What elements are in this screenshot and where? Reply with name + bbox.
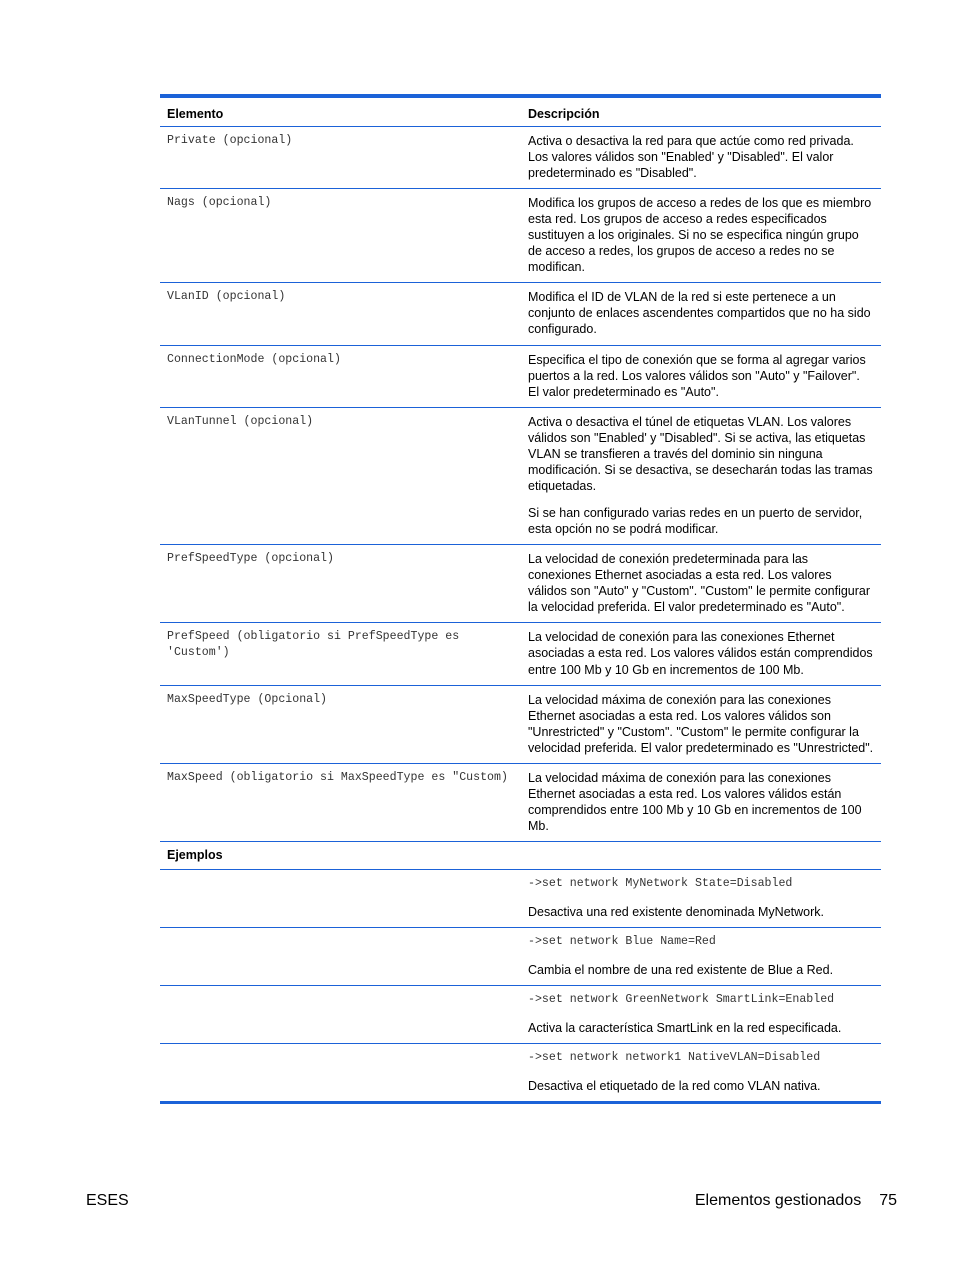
element-description bbox=[521, 283, 881, 345]
example-command: ->set network GreenNetwork SmartLink=Enabled bbox=[528, 993, 835, 1007]
example-command: ->set network network1 NativeVLAN=Disabled bbox=[528, 1051, 821, 1065]
examples-empty-cell bbox=[521, 842, 881, 870]
element-name: PrefSpeedType (opcional) bbox=[167, 551, 334, 565]
example-row bbox=[160, 870, 881, 928]
example-empty-cell bbox=[160, 986, 521, 1044]
element-name: VLanID (opcional) bbox=[167, 290, 286, 304]
description-paragraph: Activa o desactiva el túnel de etiquetas VLAN. Los valores válidos son "Enabled' y "Disabled". Si se activa, las etiquetas VLAN se transfieren a través del dominio sin ninguna modificación. Si se desactiva, se desecharán todas las tramas etiquetadas. bbox=[528, 414, 873, 494]
description-paragraph: La velocidad de conexión predeterminada para las conexiones Ethernet asociadas a esta red. Los valores válidos son "Auto" y "Custom". "Custom" le permite configurar la velocidad preferida. El valor predeterminado es "Auto". bbox=[528, 551, 871, 615]
element-name: MaxSpeed (obligatorio si MaxSpeedType es "Custom) bbox=[167, 771, 508, 784]
description-paragraph: La velocidad máxima de conexión para las conexiones Ethernet asociadas a esta red. Los valores válidos son "Unrestricted" y "Custom". "Custom" le permite configurar la velocidad preferida. El valor predeterminado es "Unrestricted". bbox=[528, 692, 874, 755]
header-element: Elemento bbox=[167, 107, 224, 121]
description-paragraph: Especifica el tipo de conexión que se forma al agregar varios puertos a la red. Los valores válidos son "Auto" y "Failover". El valor predeterminado es "Auto". bbox=[528, 352, 866, 399]
element-description bbox=[521, 126, 881, 188]
table-row bbox=[160, 764, 881, 842]
example-description: Activa la característica SmartLink en la red especificada. bbox=[528, 1021, 842, 1036]
example-command: ->set network MyNetwork State=Disabled bbox=[528, 877, 793, 891]
table-row bbox=[160, 126, 881, 188]
example-command: ->set network Blue Name=Red bbox=[528, 935, 716, 949]
example-row bbox=[160, 1044, 881, 1103]
element-description bbox=[521, 764, 881, 842]
example-cell bbox=[521, 1044, 881, 1103]
description-paragraph: Activa o desactiva la red para que actúe como red privada. Los valores válidos son "Enabled' y "Disabled". El valor predeterminado es "Disabled". bbox=[528, 133, 854, 180]
description-paragraph: Modifica los grupos de acceso a redes de los que es miembro esta red. Los grupos de acceso a redes especificados sustituyen a los originales. Si no se especifica ningún grupo de acceso a redes, los grupos de acceso a redes no se modifican. bbox=[528, 195, 872, 275]
description-paragraph: Si se han configurado varias redes en un puerto de servidor, esta opción no se podrá modificar. bbox=[528, 505, 863, 536]
table-row bbox=[160, 685, 881, 763]
footer-language-code: ESES bbox=[86, 1192, 129, 1209]
page-number: 75 bbox=[879, 1192, 897, 1209]
description-paragraph: La velocidad máxima de conexión para las conexiones Ethernet asociadas a esta red. Los valores válidos están comprendidos entre 100 Mb y 10 Gb en incrementos de 100 Mb. bbox=[528, 771, 862, 834]
element-description bbox=[521, 685, 881, 763]
element-description bbox=[521, 188, 881, 282]
description-paragraph: Modifica el ID de VLAN de la red si este pertenece a un conjunto de enlaces ascendentes compartidos que no ha sido configurado. bbox=[528, 290, 871, 337]
element-description bbox=[521, 345, 881, 407]
parameters-table bbox=[160, 94, 881, 1104]
table-header-row bbox=[160, 96, 881, 126]
description-paragraph: La velocidad de conexión para las conexiones Ethernet asociadas a esta red. Los valores válidos están comprendidos entre 100 Mb y 10 Gb en incrementos de 100 Mb. bbox=[528, 630, 873, 677]
footer-section bbox=[695, 1192, 897, 1210]
examples-label: Ejemplos bbox=[167, 848, 223, 863]
example-cell bbox=[521, 870, 881, 928]
element-description bbox=[521, 544, 881, 622]
element-name: Nags (opcional) bbox=[167, 195, 272, 209]
example-row bbox=[160, 928, 881, 986]
examples-header-row bbox=[160, 842, 881, 870]
table-row bbox=[160, 407, 881, 544]
example-empty-cell bbox=[160, 928, 521, 986]
example-description: Cambia el nombre de una red existente de Blue a Red. bbox=[528, 963, 834, 978]
table-row bbox=[160, 345, 881, 407]
example-empty-cell bbox=[160, 870, 521, 928]
element-name: PrefSpeed (obligatorio si PrefSpeedType es 'Custom') bbox=[167, 630, 460, 660]
element-description bbox=[521, 407, 881, 544]
example-cell bbox=[521, 928, 881, 986]
example-description: Desactiva una red existente denominada MyNetwork. bbox=[528, 905, 824, 920]
example-description: Desactiva el etiquetado de la red como VLAN nativa. bbox=[528, 1079, 821, 1094]
example-empty-cell bbox=[160, 1044, 521, 1103]
element-description bbox=[521, 623, 881, 685]
table-row bbox=[160, 623, 881, 685]
element-name: MaxSpeedType (Opcional) bbox=[167, 692, 328, 706]
table-row bbox=[160, 283, 881, 345]
table-row bbox=[160, 544, 881, 622]
element-name: ConnectionMode (opcional) bbox=[167, 352, 341, 366]
example-cell bbox=[521, 986, 881, 1044]
table-row bbox=[160, 188, 881, 282]
header-description: Descripción bbox=[528, 107, 600, 121]
example-row bbox=[160, 986, 881, 1044]
footer-section-title: Elementos gestionados bbox=[694, 1192, 862, 1209]
element-name: Private (opcional) bbox=[167, 133, 293, 147]
element-name: VLanTunnel (opcional) bbox=[167, 414, 314, 428]
